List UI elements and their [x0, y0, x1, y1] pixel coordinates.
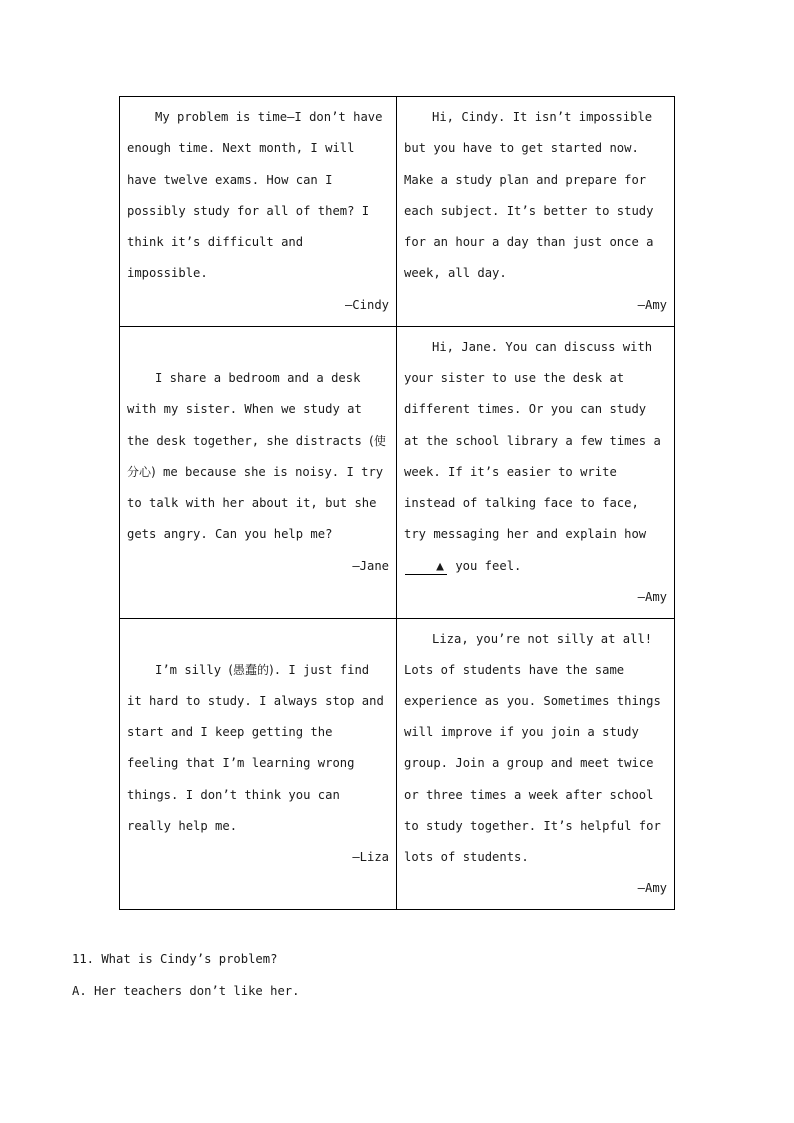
signature: —Amy [637, 881, 667, 896]
signature: —Amy [637, 297, 667, 312]
problem-cell-liza [120, 619, 397, 910]
gloss-distracts: (使分心) [127, 433, 386, 479]
reply-text-part1: Hi, Jane. You can discuss with your sister to use the desk at different times. Or you can study at the school library a few times a week. If it’s easier to write instead of talking face to face, try messaging her and explain how [404, 340, 661, 542]
problem-text-part2: me because she is noisy. I try to talk with her about it, but she gets angry. Can you help me? [127, 464, 384, 542]
reply-text-part2: you feel. [448, 558, 522, 573]
reply-cell-jane [397, 327, 675, 619]
signature: —Amy [637, 589, 667, 604]
problem-text [127, 655, 389, 842]
problem-text-part1: I share a bedroom and a desk with my sister. When we study at the desk together, she distracts [127, 371, 370, 448]
signature: —Cindy [344, 297, 389, 312]
problem-text-part1: I’m silly [155, 662, 229, 677]
answer-blank: ▲ [405, 560, 447, 575]
gloss-silly: (愚蠢的) [228, 662, 274, 677]
option-a[interactable]: A. Her teachers don’t like her. [72, 984, 300, 998]
letter-row-liza [120, 619, 675, 910]
reply-cell-liza [397, 619, 675, 910]
problem-text-part2: . I just find it hard to study. I always stop and start and I keep getting the feeling that I’m learning wrong things. I don’t think you can really help me. [127, 662, 384, 833]
letter-row-jane [120, 327, 675, 619]
reply-text: Liza, you’re not silly at all! Lots of students have the same experience as you. Sometimes things will improve if you join a study group. Join a group and meet twice or three times a week after school to study together. It’s helpful for lots of students. [404, 631, 661, 864]
problem-cell-cindy [120, 97, 397, 327]
letters-table [119, 96, 675, 910]
reply-text: Hi, Cindy. It isn’t impossible but you have to get started now. Make a study plan and prepare for each subject. It’s better to study for an hour a day than just once a week, all day. [404, 110, 654, 281]
problem-text [127, 363, 389, 550]
signature: —Jane [352, 558, 389, 573]
signature: —Liza [352, 850, 389, 864]
letter-row-cindy [120, 97, 675, 327]
reply-text [404, 332, 667, 582]
problem-cell-jane [120, 327, 397, 619]
reply-cell-cindy [397, 97, 675, 327]
question-stem: 11. What is Cindy’s problem? [72, 952, 278, 966]
problem-text: My problem is time—I don’t have enough time. Next month, I will have twelve exams. How can I possibly study for all of them? I think it’s difficult and impossible. [127, 110, 383, 281]
